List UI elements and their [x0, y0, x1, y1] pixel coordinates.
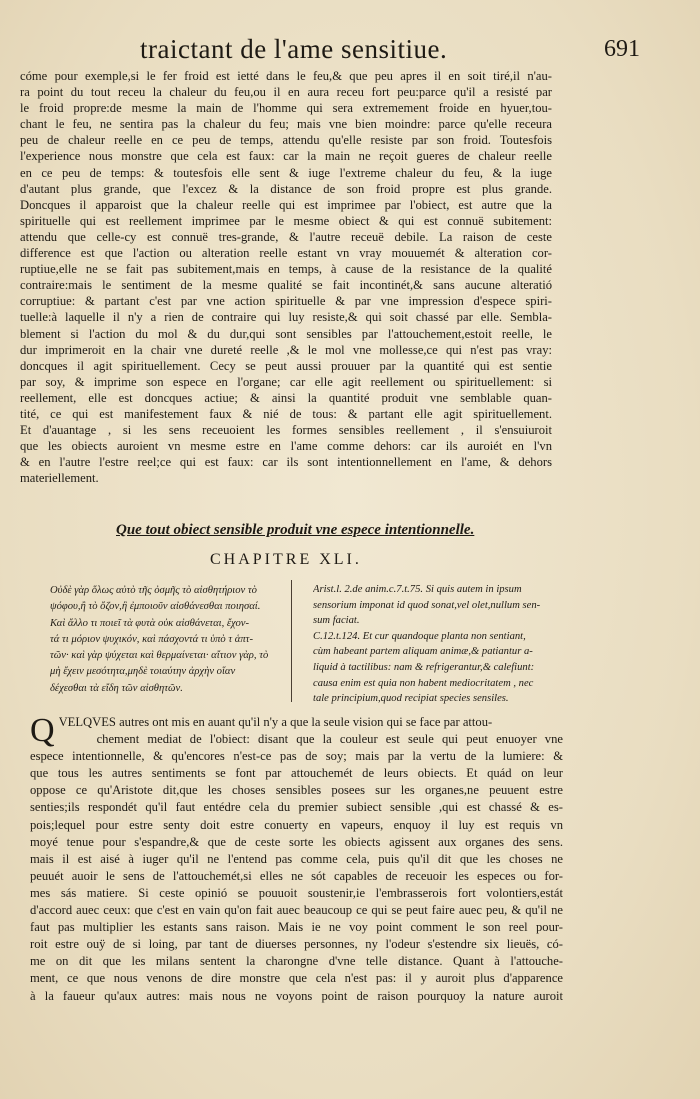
chapter-paragraph — [30, 714, 563, 1005]
latin-line: C.12.t.124. Et cur quandoque planta non sentiant, — [313, 630, 526, 642]
text-line: le froid propre:de mesme la main de l'homme qui sera extremement froide en hyuer,tou- — [20, 101, 552, 116]
text-line: que les obiects auroient vn mesme estre en l'ame comme dehors: car ils auroiét en l'vn — [20, 439, 552, 454]
text-line: spirituelle qui est reellement imprimee par le mesme obiect & qui est connuë subitement: — [20, 213, 552, 228]
text-line: & en l'autre l'estre reel;ce qui est faux: car ils sont intentionnellement en l'ame, & dehors — [20, 455, 552, 470]
latin-line: liquid à tactilibus: nam & refrigerantur,& calefiunt: — [313, 661, 535, 673]
latin-line: sensorium imponat id quod sonat,vel olet,nullum sen- — [313, 599, 541, 611]
greek-line: Καὶ ἄλλο τι ποιεῖ τὰ φυτὰ οὐκ αἰσθάνεται, ἔχον- — [50, 617, 250, 629]
latin-line: Arist.l. 2.de anim.c.7.t.75. Si quis autem in ipsum — [313, 584, 522, 595]
text-line: peu de chaleur reelle en ce peu de temps, attendu qu'elle resiste par son froid. Toutesfois — [20, 133, 552, 148]
latin-line: cùm habeant partem aliquam animæ,& patiantur a- — [313, 646, 533, 658]
chapter-line: senties;ils respondét qu'il faut entédre cela du premier subiect sensible ,qui est chassé & es- — [30, 800, 563, 815]
chapter-line: roit estre ouÿ de si loing, par tant de diuerses personnes, ny l'odeur s'estendre six lieuës, có- — [30, 937, 563, 952]
latin-marginal-note — [313, 582, 595, 707]
page-header — [140, 34, 640, 66]
section-heading: Que tout obiect sensible produit vne espece intentionnelle. — [116, 522, 475, 538]
text-line: corruptiue: & partant c'est par vne action spirituelle & par vne impression d'espece spiri- — [20, 294, 552, 309]
greek-line: μὴ ἔχειν μεσότητα,μηδὲ τοιαύτην ἀρχὴν οἵαν — [50, 666, 236, 678]
text-line: d'autant plus grande, que l'excez & la distance de son froid propre est plus grande. — [20, 181, 552, 196]
text-line: en ce peu de temps: & toutesfois elle sent & iuge l'extreme chaleur du feu, & la iuge — [20, 165, 552, 180]
chapter-line: faut pas multiplier les estants sans raison. Mais ie ne voy point comment le son reel pour- — [30, 920, 563, 935]
latin-line: sum faciat. — [313, 615, 360, 627]
text-line: contraire:mais le sentiment de la mesme qualité se fait incontinét,& sans aucune alteratió — [20, 278, 552, 293]
chapter-line: mes sás matiere. Si ceste opinió se pouuoit soustenir,ie l'embrasserois fort volontiers,estát — [30, 885, 563, 900]
chapter-line: ment, ce que nous venons de dire monstre que cela n'est pas: il y auroit plus d'apparence — [30, 971, 563, 986]
text-line: tité, ce qui est manifestement faux & nié de tous: & partant elle agit spirituellement. — [20, 406, 552, 421]
text-line: l'experience nous monstre que cela est faux: car la main ne reçoit gueres de chaleur reelle — [20, 149, 552, 164]
text-line: blement si l'action du mol & du dur,qui sont sensibles par l'attouchement,estoit reelle, le — [20, 326, 552, 341]
text-line: Et d'auantage , si les sens receuoient les formes sensibles reellement , il s'ensuiuroit — [20, 423, 552, 438]
text-line: chant le feu, ne sentira pas la chaleur du feu; mais vne bien moindre: parce qu'elle receura — [20, 117, 552, 132]
chapter-line: à la faueur qu'aux autres: mais nous ne voyons point de raison pourquoy la nature auroit — [30, 988, 563, 1003]
chapter-line: espece intentionnelle, & qu'encores n'est-ce pas de soy; mais par la vertu de la lumiere: & — [30, 749, 563, 764]
latin-line: tale principium,quod recipiat species sensiles. — [313, 693, 509, 705]
chapter-line: mais il est aisé à iuger qu'il ne l'entend pas comme cela, puis qu'il dit que les choses ne — [30, 851, 563, 866]
chapter-line: me on dit que les milans sentent la charongne d'vne telle distance. Quant à l'attouche- — [30, 954, 563, 969]
text-line: Doncques il apparoist que la chaleur reelle qui est imprimee par l'obiect, est autre que la — [20, 197, 552, 212]
page-number: 691 — [604, 36, 640, 62]
chapter-line: oppose ce qu'Aristote dit,que les choses sensibles posees sur les organes,ne peuuent estre — [30, 783, 563, 798]
text-line: par soy, & imprime son espece en l'organe; car elle agit reellement ou spirituellement: si — [20, 374, 552, 389]
greek-line: ψόφου,ἢ τὸ ὄζον,ἢ ἐμποιοῦν αἰσθάνεσθαι ποιησαί. — [50, 601, 261, 613]
chapter-title: CHAPITRE XLI. — [210, 551, 362, 568]
text-line: dur imprimeroit en la chair vne dureté reelle ,& le mol vne mollesse,ce qui n'est pas vray: — [20, 342, 552, 357]
drop-cap: Q — [30, 712, 55, 749]
chapter-line: pois;lequel pour estre senty doit estre conuerty en vapeurs, enquoy il luy est requis vn — [30, 817, 563, 832]
text-line: reellement, elle est doncques actiue; & ainsi la quantité produit vne semblable quan- — [20, 390, 552, 405]
chapter-line: chement mediat de l'obiect: disant que la couleur est seule qui peut enuoyer vne — [96, 732, 563, 747]
greek-quotation — [50, 583, 282, 697]
text-line: attendu que celle-cy est connuë tres-grande, & l'autre receuë debile. La raison de ceste — [20, 229, 552, 244]
greek-line: Οὐδὲ γὰρ ὅλως αὐτὸ τῆς ὀσμῆς τὸ αἰσθητήριον τὸ — [50, 585, 257, 596]
text-line: ra point du tout receu la chaleur du feu,ou il en aura receu fort peu:parce qu'il a resisté par — [20, 85, 552, 100]
chapter-first-line: VELQVES autres ont mis en auant qu'il n'y a que la seule vision qui se face par attou- — [58, 715, 493, 729]
text-line: ruptiue,elle ne se fait pas subitement,mais en temps, à cause de la resistance de la qualité — [20, 262, 552, 277]
latin-line: causa enim est quia non habent mediocritatem , nec — [313, 677, 534, 689]
chapter-line: que tous les autres sentiments se font par attouchemét de leurs obiects. Et quád on leur — [30, 766, 563, 781]
text-line: tuelle:à laquelle il n'y a rien de contraire qui luy resiste,& qui soit chassé par elle. Sembla- — [20, 310, 552, 325]
text-line: difference est que l'action ou alteration reelle estant vn vray mouuemét & alteration cor- — [20, 246, 552, 261]
running-title: traictant de l'ame sensitiue. — [140, 34, 448, 64]
chapter-line: d'accord auec ceux: que c'est en vain qu'on fait auec beaucoup ce qui se peut faire auec peu, & qu'il ne — [30, 903, 563, 918]
text-line: materiellement. — [20, 471, 99, 486]
chapter-line: moyé tenue pour s'espandre,& que de ceste sorte les obiects agissent aux organes des sens. — [30, 834, 563, 849]
column-divider — [291, 580, 292, 702]
body-paragraph — [20, 68, 552, 486]
greek-line: δέχεσθαι τὰ εἴδη τῶν αἰσθητῶν. — [50, 682, 183, 694]
chapter-line: peuuét auoir le sens de l'attouchemét,si elles ne sót capables de receuoir les especes ou for- — [30, 868, 563, 883]
text-line: cóme pour exemple,si le fer froid est ietté dans le feu,& que peu apres il en soit tiré,il n'au- — [20, 69, 552, 83]
text-line: doncques il agit spirituellement. Cecy se peut aussi prouuer par la quantité qui est sentie — [20, 358, 552, 373]
greek-line: τῶν· καὶ γὰρ ψύχεται καὶ θερμαίνεται· αἴτιον γὰρ, τὸ — [50, 650, 269, 662]
greek-line: τά τι μόριον ψυχικόν, καὶ πάσχοντά τι ὑπὸ τ ἁπτ- — [50, 633, 253, 645]
